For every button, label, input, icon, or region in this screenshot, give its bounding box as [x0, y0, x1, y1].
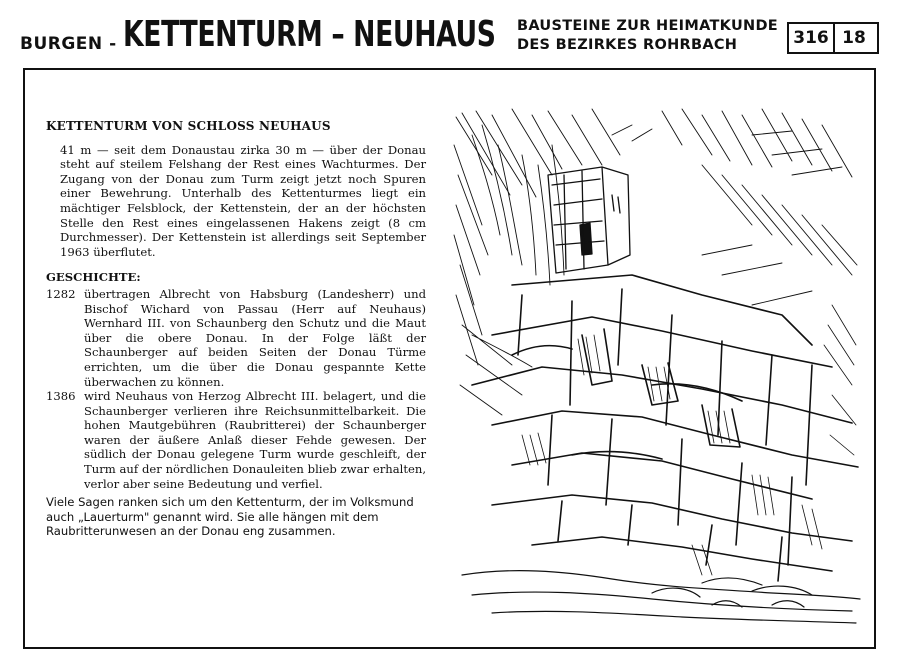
legend-paragraph: Viele Sagen ranken sich um den Kettenturm, der im Volksmund auch „Lauerturm" genannt wird. Sie alle hängen mit dem Raubritterunwesen an der Donau eng zusammen. [46, 495, 414, 539]
history-entry [46, 389, 426, 491]
riverbank [462, 571, 860, 623]
intro-paragraph: 41 m — seit dem Donaustau zirka 30 m — über der Donau steht auf steilem Felshang der Rest eines Wachturmes. Der Zugang von der Donau zum Turm zeigt jetzt noch Spuren einer Bewehrung. Unterhalb des Kettenturmes liegt ein mächtiger Felsblock, der Kettenstein, der an der höchsten Stelle den Rest eines eingelassenen Hakens zeigt (8 cm Durchmesser). Der Kettenstein ist allerdings seit September 1963 überflutet. [60, 142, 426, 259]
article [46, 119, 426, 539]
series-title [517, 17, 778, 55]
sheet-number: 316 [787, 22, 835, 54]
series-line-1: BAUSTEINE ZUR HEIMATKUNDE [517, 18, 779, 34]
cliff-rocks [472, 275, 858, 581]
forest-hatching [454, 109, 857, 415]
history-heading: GESCHICHTE: [46, 270, 141, 285]
history-year: 1386 [46, 389, 76, 404]
history-text: übertragen Albrecht von Habsburg (Landesherr) und Bischof Wichard von Passau (Herr auf Neuhaus) Wernhard III. von Schaunberg den Schutz und die Maut über die obere Donau. In der Folge läßt der Schaunberger auf beiden Seiten der Donau Türme errichten, um die über die Donau gespannte Kette überwachen zu können. [84, 286, 426, 389]
page-title: KETTENTURM – NEUHAUS [123, 14, 496, 55]
article-heading: KETTENTURM VON SCHLOSS NEUHAUS [46, 119, 331, 133]
tower-illustration [452, 105, 864, 627]
history-entry [46, 287, 426, 389]
page-number: 18 [831, 22, 879, 54]
series-line-2: DES BEZIRKES ROHRBACH [517, 37, 738, 53]
header-prefix: BURGEN - [20, 34, 117, 54]
history-year: 1282 [46, 286, 76, 301]
history-text: wird Neuhaus von Herzog Albrecht III. belagert, und die Schaunberger verlieren ihre Reichsunmittelbarkeit. Die hohen Mautgebühren (Raubritterei) der Schaunberger waren der äußere Anlaß dieser Fehde gewesen. Der südlich der Donau gelegene Turm wurde geschleift, der Turm auf der nördlichen Donauleiten blieb zwar erhalten, verlor aber seine Bedeutung und verfiel. [84, 389, 426, 491]
